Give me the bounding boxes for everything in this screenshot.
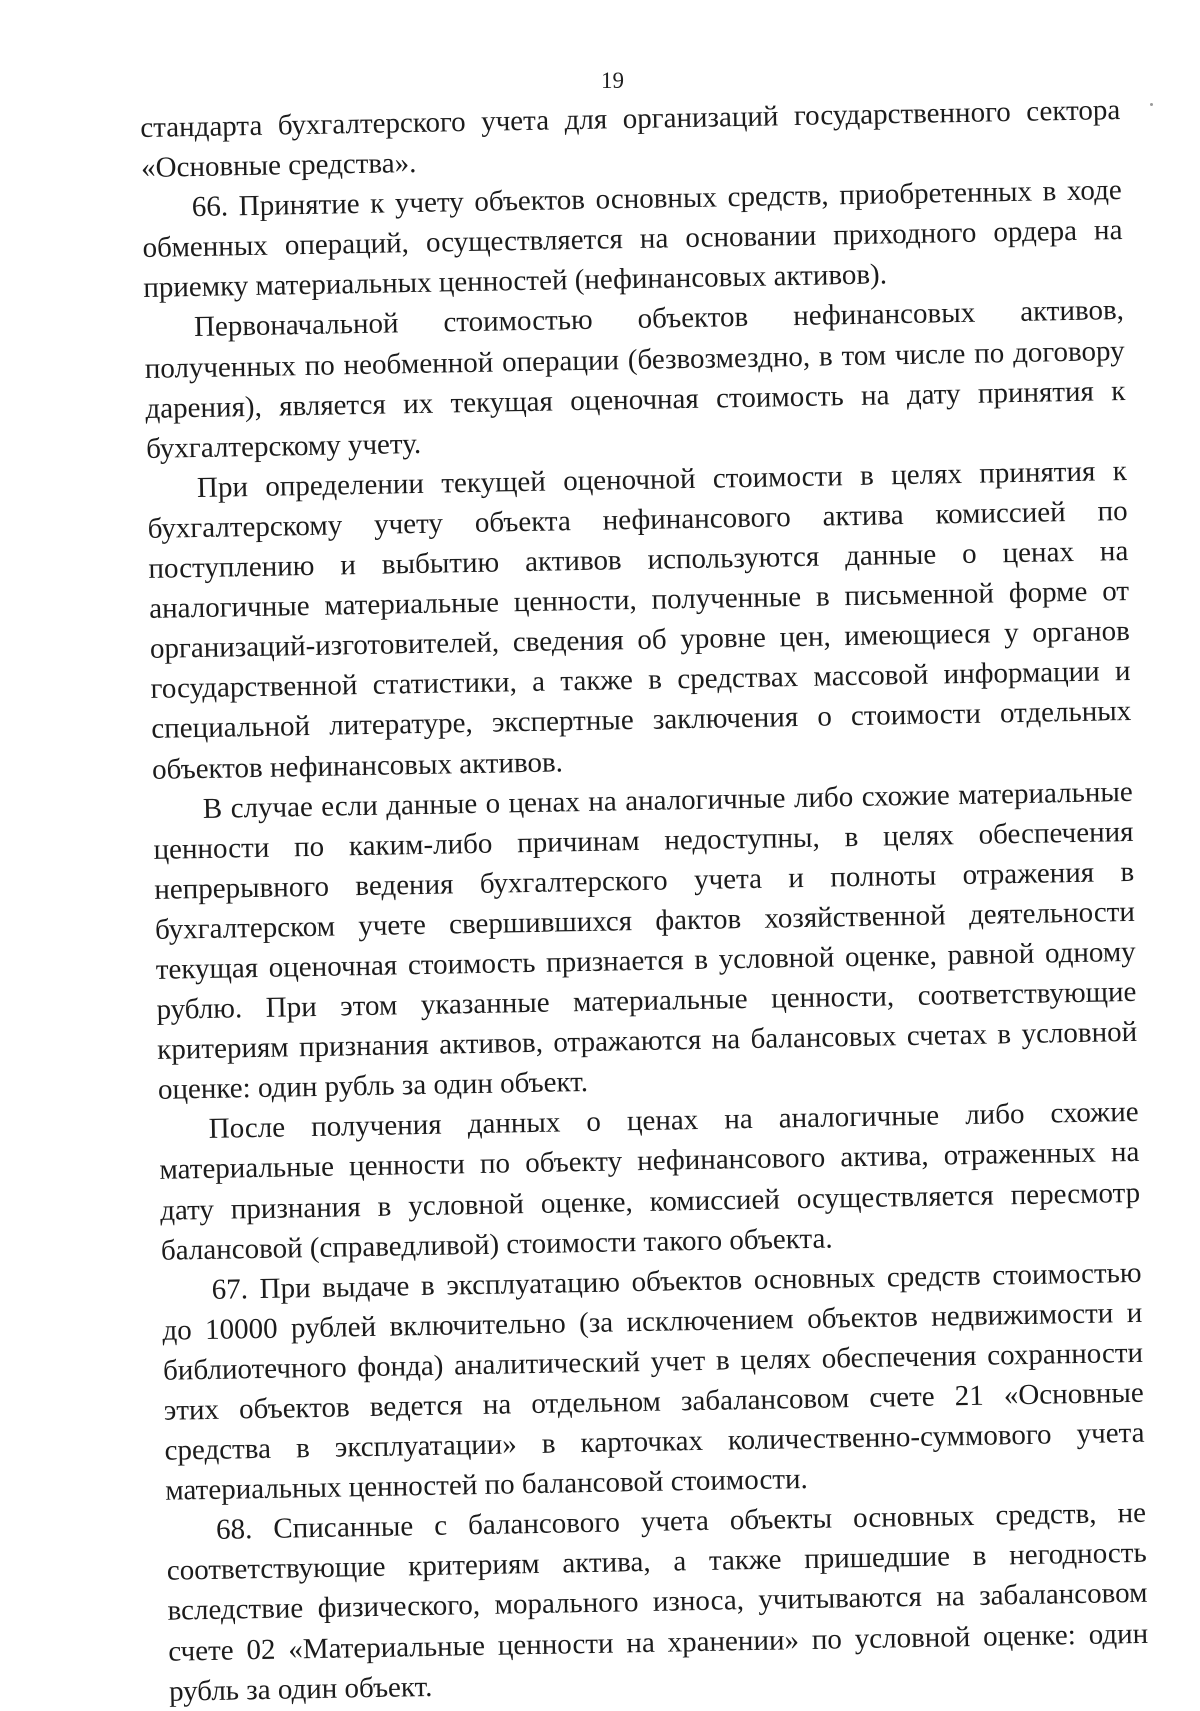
- paragraph-68: 68. Списанные с балансового учета объекты основных средств, не соответствующие критериям актива, а также пришедшие в негодность вследствие физического, морального износа, учитываются на забалансовом счете 02 «Материальные ценности на хранении» по условной оценке: один рубль за один объект.: [166, 1497, 1149, 1708]
- paragraph-conditional-valuation: В случае если данные о ценах на аналогичные либо схожие материальные ценности по каким-либо причинам недоступны, в целях обеспечения непрерывного ведения бухгалтерского учета и полноты отражения в бухгалтерском учете свершившихся фактов хозяйственной деятельности текущая оценочная стоимость признается в условной оценке, равной одному рублю. При этом указанные материальные ценности, соответствующие критериям признания активов, отражаются на балансовых счетах в условной оценке: один рубль за один объект.: [153, 775, 1138, 1107]
- paragraph-67: 67. При выдаче в эксплуатацию объектов основных средств стоимостью до 10000 рублей включительно (за исключением объектов недвижимости и библиотечного фонда) аналитический учет в целях обеспечения сохранности этих объектов ведется на отдельном забалансовом счете 21 «Основные средства в эксплуатации» в карточках количественно-суммового учета материальных ценностей по балансовой стоимости.: [162, 1256, 1145, 1507]
- scan-speck: [1150, 103, 1153, 106]
- page-number: 19: [601, 68, 624, 93]
- paragraph-continuation: стандарта бухгалтерского учета для организаций государственного сектора «Основные средства».: [140, 94, 1121, 185]
- paragraph-initial-cost: Первоначальной стоимостью объектов нефинансовых активов, полученных по необменной операции (безвозмездно, в том числе по договору дарения), является их текущая оценочная стоимость на дату принятия к бухгалтерскому учету.: [144, 294, 1126, 465]
- paragraph-value-revision: После получения данных о ценах на аналогичные либо схожие материальные ценности по объекту нефинансового актива, отраженных на дату признания в условной оценке, комиссией осуществляется пересмотр балансовой (справедливой) стоимости такого объекта.: [159, 1096, 1141, 1267]
- paragraph-66: 66. Принятие к учету объектов основных средств, приобретенных в ходе обменных операций, осуществляется на основании приходного ордера на приемку материальных ценностей (нефинансовых активов).: [142, 174, 1123, 305]
- document-body: [140, 90, 1149, 1711]
- paragraph-current-value-determination: При определении текущей оценочной стоимости в целях принятия к бухгалтерскому учету объекта нефинансового актива комиссией по поступлению и выбытию активов используются данные о ценах на аналогичные материальные ценности, полученные в письменной форме от организаций-изготовителей, сведения об уровне цен, имеющиеся у органов государственной статистики, а также в средствах массовой информации и специальной литературе, экспертные заключения о стоимости отдельных объектов нефинансовых активов.: [147, 454, 1132, 786]
